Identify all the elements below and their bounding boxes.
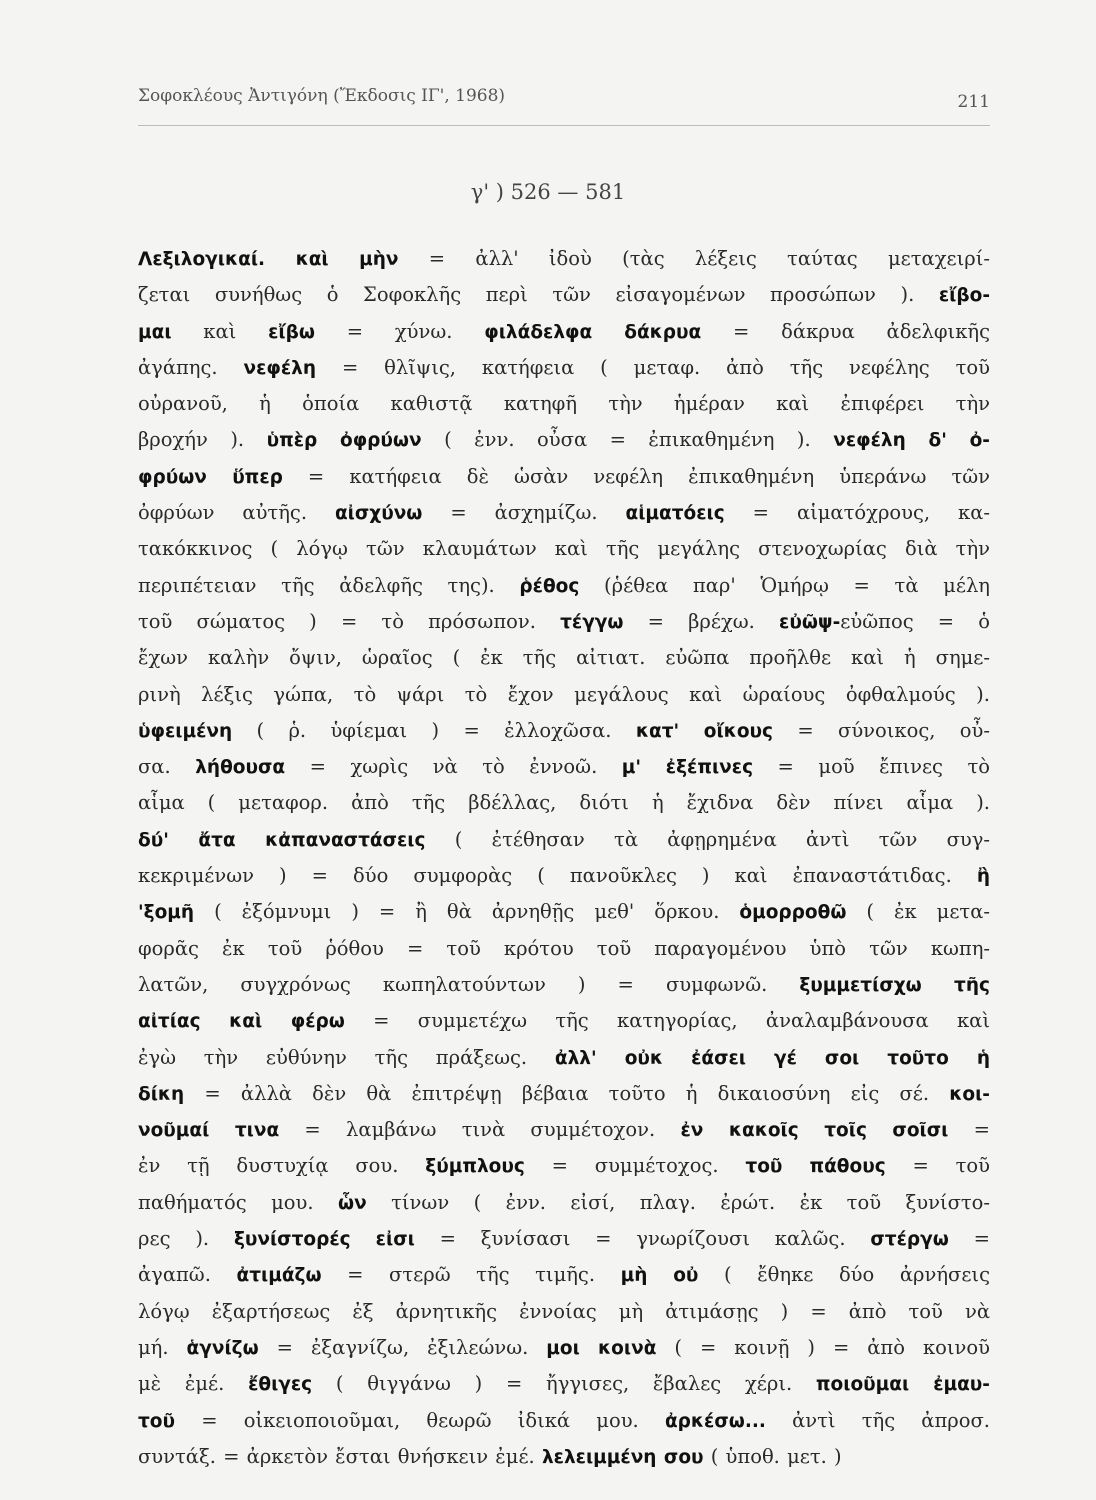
gloss-text: ἔχων καλὴν ὄψιν, ὡραῖος ( ἐκ τῆς αἰτιατ. εὐῶπα προῆλθε καὶ ἡ σημε- bbox=[138, 646, 990, 670]
gloss-text: = λαμβάνω τινὰ συμμέτοχον. bbox=[279, 1118, 681, 1142]
text-line bbox=[138, 1040, 990, 1076]
gloss-text: οὐρανοῦ, ἡ ὁποία καθιστᾷ κατηφῆ τὴν ἡμέραν καὶ ἐπιφέρει τὴν bbox=[138, 392, 990, 416]
text-line bbox=[138, 568, 990, 604]
headword: μαι bbox=[138, 321, 172, 343]
gloss-text: ( ἐνν. οὖσα = ἐπικαθημένη ). bbox=[421, 428, 834, 452]
headword: 'ξομῆ bbox=[138, 902, 195, 924]
gloss-text: ὀφρύων αὐτῆς. bbox=[138, 501, 335, 525]
headword: μ' ἐξέπινες bbox=[621, 757, 754, 779]
header-rule bbox=[138, 125, 990, 126]
text-line bbox=[138, 531, 990, 567]
headword: ὧν bbox=[338, 1192, 367, 1214]
gloss-text: ρινὴ λέξις γώπα, τὸ ψάρι τὸ ἔχον μεγάλους καὶ ὡραίους ὀφθαλμούς ). bbox=[138, 682, 990, 706]
headword: ὑφειμένη bbox=[138, 720, 233, 742]
gloss-text: φορᾶς ἐκ τοῦ ῥόθου = τοῦ κρότου τοῦ παραγομένου ὑπὸ τῶν κωπη- bbox=[138, 936, 990, 960]
headword: εὐῶψ- bbox=[779, 611, 841, 633]
gloss-text: = ἐξαγνίζω, ἐξιλεώνω. bbox=[258, 1335, 547, 1359]
text-line bbox=[138, 1221, 990, 1257]
text-line bbox=[138, 677, 990, 713]
gloss-text: = συμμέτοχος. bbox=[524, 1154, 746, 1178]
gloss-text: = μοῦ ἔπινες τὸ bbox=[753, 755, 990, 779]
headword: ἢ bbox=[976, 866, 990, 888]
gloss-text: = θλῖψις, κατήφεια ( μεταφ. ἀπὸ τῆς νεφέλης τοῦ bbox=[316, 355, 990, 379]
headword: ἀλλ' οὐκ ἐάσει γέ σοι τοῦτο ἡ bbox=[554, 1047, 990, 1069]
gloss-text: (ῥέθεα παρ' Ὁμήρῳ = τὰ μέλη bbox=[579, 573, 990, 597]
text-line bbox=[138, 1076, 990, 1112]
headword: κατ' οἴκους bbox=[635, 720, 773, 742]
headword: ἐν κακοῖς τοῖς σοῖσι bbox=[680, 1120, 949, 1142]
gloss-text: = βρέχω. bbox=[623, 609, 780, 633]
page-number: 211 bbox=[957, 92, 990, 112]
headword: ἔθιγες bbox=[248, 1374, 313, 1396]
header-title: Σοφοκλέους Ἀντιγόνη (Ἔκδοσις ΙΓ', 1968) bbox=[138, 86, 506, 106]
headword: μοι κοινὰ bbox=[546, 1337, 657, 1359]
gloss-text: = χωρὶς νὰ τὸ ἐννοῶ. bbox=[285, 755, 622, 779]
gloss-text: καὶ bbox=[171, 319, 269, 343]
headword: ὁμορροθῶ bbox=[739, 902, 847, 924]
text-line bbox=[138, 858, 990, 894]
text-line bbox=[138, 1366, 990, 1402]
gloss-text: = συμμετέχω τῆς κατηγορίας, ἀναλαμβάνουσα καὶ bbox=[344, 1009, 990, 1033]
text-line bbox=[138, 931, 990, 967]
headword: ὑπὲρ ὀφρύων bbox=[266, 430, 422, 452]
headword: νεφέλη δ' ὀ- bbox=[833, 430, 990, 452]
gloss-text: ἀντὶ τῆς ἀπροσ. bbox=[765, 1408, 990, 1432]
gloss-text: περιπέτειαν τῆς ἀδελφῆς της). bbox=[138, 573, 520, 597]
gloss-text: ( ἔθηκε δύο ἀρνήσεις bbox=[698, 1263, 990, 1287]
gloss-text: = bbox=[948, 1227, 990, 1251]
gloss-text: = σύνοικος, οὖ- bbox=[772, 718, 990, 742]
headword: αἰσχύνω bbox=[334, 503, 423, 525]
headword: εἴβο- bbox=[938, 285, 990, 307]
text-line bbox=[138, 1257, 990, 1293]
text-line bbox=[138, 1003, 990, 1039]
text-line bbox=[138, 640, 990, 676]
headword: δύ' ἄτα κἀπαναστάσεις bbox=[138, 829, 426, 851]
gloss-text: ( ἐκ μετα- bbox=[846, 900, 990, 924]
gloss-text: τοῦ σώματος ) = τὸ πρόσωπον. bbox=[138, 609, 561, 633]
text-line bbox=[138, 713, 990, 749]
gloss-text: ἀγαπῶ. bbox=[138, 1263, 237, 1287]
gloss-text: μὲ ἐμέ. bbox=[138, 1372, 249, 1396]
glossary-text bbox=[138, 241, 990, 1475]
gloss-text: = οἰκειοποιοῦμαι, θεωρῶ ἰδικά μου. bbox=[175, 1408, 665, 1432]
headword: ξύμπλους bbox=[425, 1156, 525, 1178]
headword: φρύων ὕπερ bbox=[138, 466, 283, 488]
headword: μὴ οὐ bbox=[620, 1265, 699, 1287]
gloss-text: λόγῳ ἐξαρτήσεως ἐξ ἀρνητικῆς ἐννοίας μὴ ἀτιμάσῃς ) = ἀπὸ τοῦ νὰ bbox=[138, 1299, 990, 1323]
gloss-text: ἐγὼ τὴν εὐθύνην τῆς πράξεως. bbox=[138, 1045, 555, 1069]
headword: εἴβω bbox=[268, 321, 315, 343]
gloss-text: = στερῶ τῆς τιμῆς. bbox=[321, 1263, 621, 1287]
headword: αἰτίας καὶ φέρω bbox=[138, 1011, 345, 1033]
gloss-text: λατῶν, συγχρόνως κωπηλατούντων ) = συμφωνῶ. bbox=[138, 972, 800, 996]
text-line bbox=[138, 422, 990, 458]
headword: κοι- bbox=[949, 1083, 990, 1105]
headword: στέργω bbox=[870, 1229, 949, 1251]
headword: λελειμμένη σου bbox=[541, 1446, 704, 1468]
text-line bbox=[138, 1330, 990, 1366]
headword: τέγγω bbox=[560, 611, 624, 633]
gloss-text: κεκριμένων ) = δύο συμφορὰς ( πανοῦκλες ) καὶ ἐπαναστάτιδας. bbox=[138, 864, 977, 888]
text-line bbox=[138, 604, 990, 640]
text-line bbox=[138, 459, 990, 495]
gloss-text: ( ἐτέθησαν τὰ ἀφῃρημένα ἀντὶ τῶν συγ- bbox=[425, 827, 990, 851]
section-title: γ' ) 526 — 581 bbox=[470, 180, 626, 204]
headword: ξυνίστορές εἰσι bbox=[233, 1229, 415, 1251]
text-line bbox=[138, 241, 990, 277]
text-line bbox=[138, 967, 990, 1003]
headword: τοῦ bbox=[138, 1410, 176, 1432]
text-line bbox=[138, 822, 990, 858]
text-line bbox=[138, 894, 990, 930]
headword: λήθουσα bbox=[195, 757, 286, 779]
gloss-text: = τοῦ bbox=[885, 1154, 990, 1178]
headword: ξυμμετίσχω τῆς bbox=[799, 974, 990, 996]
gloss-text: = ἀλλ' ἰδοὺ (τὰς λέξεις ταύτας μεταχειρί- bbox=[398, 247, 990, 270]
gloss-text: ἀγάπης. bbox=[138, 355, 244, 379]
gloss-text: βροχήν ). bbox=[138, 428, 267, 452]
gloss-text: ( ὑποθ. μετ. ) bbox=[703, 1444, 842, 1468]
text-line bbox=[138, 1294, 990, 1330]
gloss-text: σα. bbox=[138, 755, 196, 779]
gloss-text: ἐν τῇ δυστυχίᾳ σου. bbox=[138, 1154, 426, 1178]
gloss-text: = κατήφεια δὲ ὡσὰν νεφέλη ἐπικαθημένη ὑπεράνω τῶν bbox=[282, 464, 990, 488]
text-line bbox=[138, 386, 990, 422]
gloss-text: ( ἐξόμνυμι ) = ἢ θὰ ἀρνηθῇς μεθ' ὅρκου. bbox=[194, 900, 740, 924]
gloss-text: = χύνω. bbox=[314, 319, 485, 343]
headword: φιλάδελφα δάκρυα bbox=[484, 321, 702, 343]
headword: νεφέλη bbox=[243, 357, 317, 379]
text-line bbox=[138, 785, 990, 821]
gloss-text: εὐῶπος = ὁ bbox=[840, 609, 990, 633]
gloss-text: = αἱματόχρους, κα- bbox=[724, 501, 990, 525]
text-line bbox=[138, 277, 990, 313]
gloss-text: ( = κοινῇ ) = ἀπὸ κοινοῦ bbox=[656, 1335, 990, 1359]
text-line bbox=[138, 1185, 990, 1221]
gloss-text: = δάκρυα ἀδελφικῆς bbox=[701, 319, 990, 343]
gloss-text: ζεται συνήθως ὁ Σοφοκλῆς περὶ τῶν εἰσαγομένων προσώπων ). bbox=[138, 283, 939, 307]
headword: νοῦμαί τινα bbox=[138, 1120, 280, 1142]
headword: Λεξιλογικαί. καὶ μὴν bbox=[138, 249, 399, 270]
gloss-text: ( ῥ. ὑφίεμαι ) = ἐλλοχῶσα. bbox=[232, 718, 636, 742]
headword: αἱματόεις bbox=[625, 503, 725, 525]
gloss-text: παθήματός μου. bbox=[138, 1190, 339, 1214]
headword: ἀτιμάζω bbox=[236, 1265, 322, 1287]
gloss-text: μή. bbox=[138, 1335, 187, 1359]
gloss-text: τίνων ( ἐνν. εἰσί, πλαγ. ἐρώτ. ἐκ τοῦ ξυνίστο- bbox=[366, 1190, 991, 1214]
gloss-text: = ἀλλὰ δὲν θὰ ἐπιτρέψῃ βέβαια τοῦτο ἡ δικαιοσύνη εἰς σέ. bbox=[184, 1081, 950, 1105]
gloss-text: αἷμα ( μεταφορ. ἀπὸ τῆς βδέλλας, διότι ἡ ἔχιδνα δὲν πίνει αἷμα ). bbox=[138, 791, 990, 815]
gloss-text: = ξυνίσασι = γνωρίζουσι καλῶς. bbox=[414, 1227, 871, 1251]
gloss-text: ( θιγγάνω ) = ἤγγισες, ἔβαλες χέρι. bbox=[312, 1372, 816, 1396]
text-line bbox=[138, 749, 990, 785]
gloss-text: = ἀσχημίζω. bbox=[422, 501, 626, 525]
text-line bbox=[138, 350, 990, 386]
headword: ποιοῦμαι ἐμαυ- bbox=[815, 1374, 990, 1396]
text-line bbox=[138, 1148, 990, 1184]
headword: δίκη bbox=[138, 1083, 185, 1105]
headword: τοῦ πάθους bbox=[745, 1156, 886, 1178]
text-line bbox=[138, 1403, 990, 1439]
text-line bbox=[138, 495, 990, 531]
text-line bbox=[138, 314, 990, 350]
headword: ἁγνίζω bbox=[186, 1337, 259, 1359]
text-line bbox=[138, 1112, 990, 1148]
headword: ῥέθος bbox=[519, 575, 580, 597]
headword: ἀρκέσω... bbox=[664, 1410, 766, 1432]
gloss-text: τακόκκινος ( λόγῳ τῶν κλαυμάτων καὶ τῆς μεγάλης στενοχωρίας διὰ τὴν bbox=[138, 537, 990, 561]
gloss-text: ρες ). bbox=[138, 1227, 234, 1251]
gloss-text: = bbox=[948, 1118, 990, 1142]
gloss-text: συντάξ. = ἀρκετὸν ἔσται θνήσκειν ἐμέ. bbox=[138, 1444, 542, 1468]
text-line bbox=[138, 1439, 990, 1475]
